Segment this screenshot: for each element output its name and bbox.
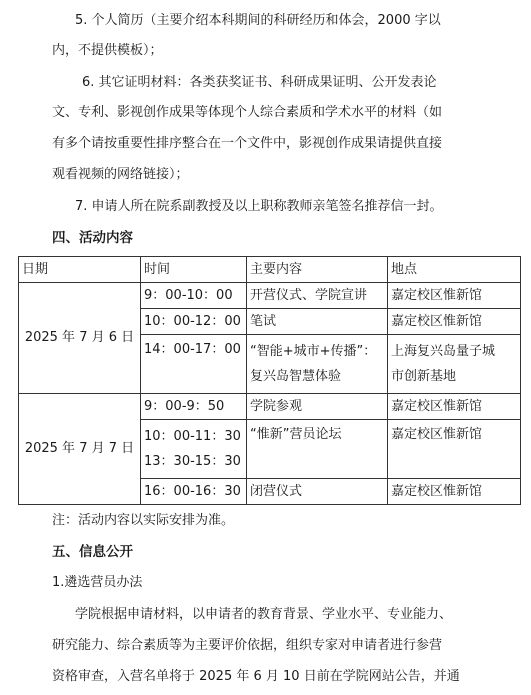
content-line: 复兴岛智慧体验	[250, 369, 342, 384]
date-cell-day1: 2025 年 7 月 6 日	[19, 283, 141, 394]
content-line: “智能+城市+传播”：	[250, 344, 377, 359]
section-4-heading: 四、活动内容	[52, 230, 133, 246]
place-cell: 嘉定校区惟新馆	[388, 394, 521, 420]
time-line: 10：00-11：30	[144, 429, 241, 444]
paragraph-line-2: 研究能力、综合素质等为主要评价依据，组织专家对申请者进行参营	[52, 638, 443, 653]
item-6-line-4: 观看视频的网络链接）；	[52, 167, 189, 182]
table-header-row	[19, 257, 521, 283]
section-5-heading: 五、信息公开	[52, 544, 133, 560]
item-6-line-1: 6. 其它证明材料：各类获奖证书、科研成果证明、公开发表论	[82, 75, 437, 90]
activity-schedule-table	[18, 256, 521, 505]
place-line: 市创新基地	[391, 369, 457, 384]
time-cell: 14：00-17：00	[141, 335, 247, 394]
subsection-1-heading: 1.遴选营员办法	[52, 575, 143, 590]
item-5-line-1: 5. 个人简历（主要介绍本科期间的科研经历和体会，2000 字以	[75, 13, 441, 28]
date-cell-day2: 2025 年 7 月 7 日	[19, 394, 141, 505]
time-line: 13：30-15：30	[144, 454, 241, 469]
time-cell: 10：00-12：00	[141, 309, 247, 335]
table-note: 注：活动内容以实际安排为准。	[52, 513, 235, 528]
header-time: 时间	[141, 257, 247, 283]
item-6-line-2: 文、专利、影视创作成果等体现个人综合素质和学术水平的材料（如	[52, 105, 443, 120]
time-cell: 16：00-16：30	[141, 479, 247, 505]
content-cell: 笔试	[247, 309, 388, 335]
header-place: 地点	[388, 257, 521, 283]
table-row	[19, 283, 521, 309]
place-cell: 嘉定校区惟新馆	[388, 283, 521, 309]
place-cell	[388, 335, 521, 394]
place-cell: 嘉定校区惟新馆	[388, 309, 521, 335]
content-cell	[247, 335, 388, 394]
paragraph-line-3: 资格审查，入营名单将于 2025 年 6 月 10 日前在学院网站公告，并通	[52, 669, 460, 684]
place-line: 上海复兴岛量子城	[391, 344, 496, 359]
content-cell: “惟新”营员论坛	[247, 420, 388, 479]
content-cell: 学院参观	[247, 394, 388, 420]
item-5-line-2: 内，不提供模板）；	[52, 43, 163, 58]
place-cell: 嘉定校区惟新馆	[388, 479, 521, 505]
place-cell: 嘉定校区惟新馆	[388, 420, 521, 479]
item-7-line: 7. 申请人所在院系副教授及以上职称教师亲笔签名推荐信一封。	[75, 199, 443, 214]
table-row	[19, 394, 521, 420]
content-cell: 开营仪式、学院宣讲	[247, 283, 388, 309]
time-cell: 9：00-10：00	[141, 283, 247, 309]
time-cell	[141, 420, 247, 479]
header-date: 日期	[19, 257, 141, 283]
item-6-line-3: 有多个请按重要性排序整合在一个文件中，影视创作成果请提供直接	[52, 136, 443, 151]
time-cell: 9：00-9：50	[141, 394, 247, 420]
header-content: 主要内容	[247, 257, 388, 283]
paragraph-line-1: 学院根据申请材料，以申请者的教育背景、学业水平、专业能力、	[75, 607, 453, 622]
content-cell: 闭营仪式	[247, 479, 388, 505]
